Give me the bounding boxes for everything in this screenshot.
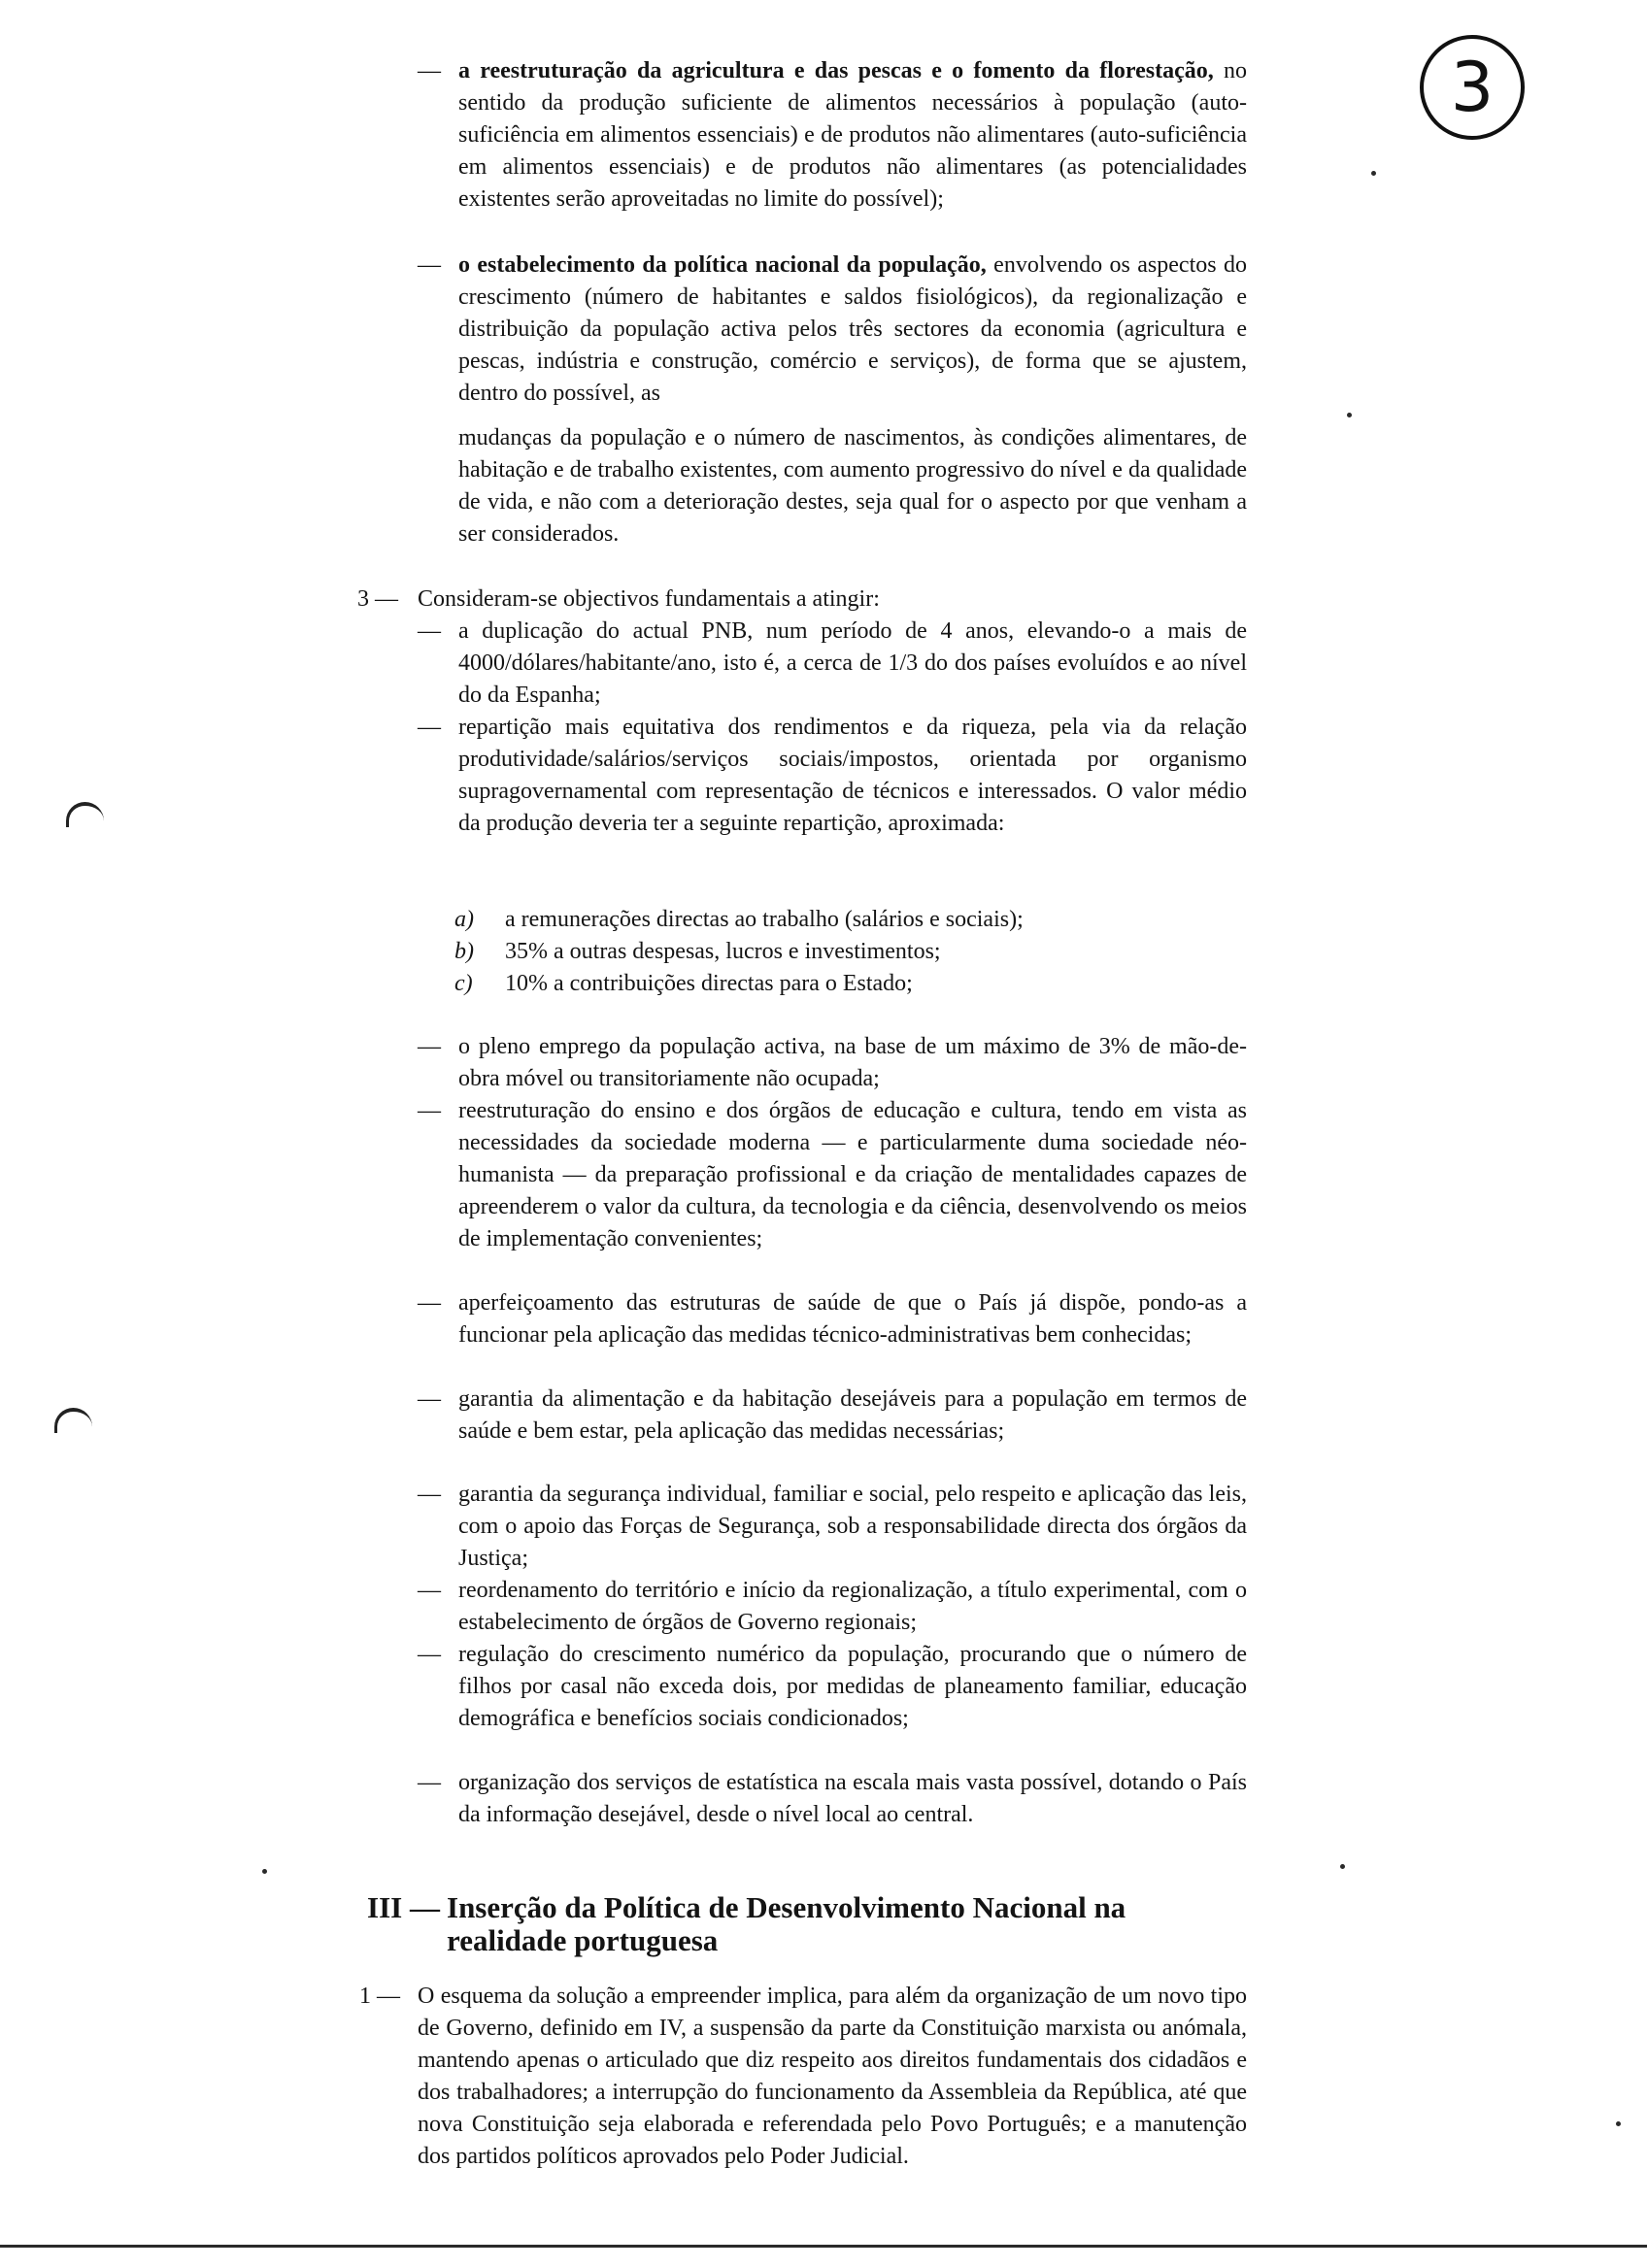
sub-item-b xyxy=(454,936,941,968)
dash-marker: — xyxy=(418,1482,441,1507)
section-heading-iii xyxy=(367,1891,1251,1957)
sub-item-a xyxy=(454,904,1024,936)
scan-mark xyxy=(66,802,104,827)
scan-speck xyxy=(262,1869,267,1874)
item-bold-lead: o estabelecimento da política nacional da população, xyxy=(458,252,987,278)
sub-item-letter: a) xyxy=(454,907,474,932)
objective-territory xyxy=(418,1575,1247,1639)
dash-marker: — xyxy=(418,1386,441,1412)
paragraph-text: O esquema da solução a empreender implica, para além da organização de um novo tipo de Governo, definido em IV, a suspensão da parte da Constituição marxista ou anómala, mantendo apenas o articulado que diz respeito aos direitos fundamentais dos cidadãos e dos trabalhadores; a interrupção do funcionamento da Assembleia da República, até que nova Constituição seja elaborada e referendada pelo Povo Português; e a manutenção dos partidos políticos aprovados pelo Poder Judicial. xyxy=(418,1984,1247,2169)
scan-speck xyxy=(1340,1864,1345,1869)
dash-marker: — xyxy=(418,618,441,644)
scan-speck xyxy=(1616,2121,1621,2126)
sub-item-letter: b) xyxy=(454,939,474,964)
item-text: garantia da segurança individual, familiar e social, pelo respeito e aplicação das leis, com o apoio das Forças de Segurança, sob a responsabilidade directa dos órgãos da Justiça; xyxy=(458,1482,1247,1571)
list-item-agriculture xyxy=(418,55,1247,216)
objective-pnb xyxy=(418,616,1247,712)
dash-marker: — xyxy=(418,1098,441,1123)
paragraph-1 xyxy=(359,1981,1247,2172)
objective-health xyxy=(418,1287,1247,1351)
objective-distribution xyxy=(418,712,1247,840)
objective-security xyxy=(418,1479,1247,1575)
section-number: 3 — xyxy=(357,586,398,612)
item-text: organização dos serviços de estatística na escala mais vasta possível, dotando o País da informação desejável, desde o nível local ao central. xyxy=(458,1770,1247,1827)
item-text: mudanças da população e o número de nascimentos, às condições alimentares, de habitação e de trabalho existentes, com aumento progressivo do nível e da qualidade de vida, e não com a deterioração destes, seja qual for o aspecto por que venham a ser considerados. xyxy=(458,425,1247,547)
page-number: 3 xyxy=(1420,35,1525,140)
dash-marker: — xyxy=(418,1578,441,1603)
item-text: aperfeiçoamento das estruturas de saúde de que o País já dispõe, pondo-as a funcionar pela aplicação das medidas técnico-administrativas bem conhecidas; xyxy=(458,1290,1247,1348)
item-text: repartição mais equitativa dos rendimentos e da riqueza, pela via da relação produtividade/salários/serviços sociais/impostos, orientada por organismo supragovernamental com representação de técnicos e interessados. O valor médio da produção deveria ter a seguinte repartição, aproximada: xyxy=(458,715,1247,836)
item-text: o pleno emprego da população activa, na base de um máximo de 3% de mão-de-obra móvel ou transitoriamente não ocupada; xyxy=(458,1034,1247,1091)
dash-marker: — xyxy=(418,715,441,740)
item-text: regulação do crescimento numérico da população, procurando que o número de filhos por casal não exceda dois, por medidas de planeamento familiar, educação demográfica e benefícios sociais condicionados; xyxy=(458,1642,1247,1731)
objective-statistics xyxy=(418,1767,1247,1831)
dash-marker: — xyxy=(418,1290,441,1316)
heading-number: III — xyxy=(367,1890,440,1924)
sub-item-c xyxy=(454,968,913,1000)
sub-item-text: 35% a outras despesas, lucros e investimentos; xyxy=(505,939,941,964)
objective-population-growth xyxy=(418,1639,1247,1735)
scan-speck xyxy=(1347,413,1352,417)
dash-marker: — xyxy=(418,58,441,83)
section-3-intro xyxy=(357,584,1247,616)
dash-marker: — xyxy=(418,1034,441,1059)
heading-title: Inserção da Política de Desenvolvimento Nacional na realidade portuguesa xyxy=(447,1890,1126,1957)
scan-mark xyxy=(54,1408,92,1433)
item-text: reordenamento do território e início da regionalização, a título experimental, com o estabelecimento de órgãos de Governo regionais; xyxy=(458,1578,1247,1635)
dash-marker: — xyxy=(418,1770,441,1795)
item-text: a duplicação do actual PNB, num período de 4 anos, elevando-o a mais de 4000/dólares/habitante/ano, isto é, a cerca de 1/3 do dos países evoluídos e ao nível do da Espanha; xyxy=(458,618,1247,708)
page-bottom-rule xyxy=(0,2245,1647,2248)
list-item-population-policy xyxy=(418,250,1247,410)
objective-education xyxy=(418,1095,1247,1255)
item-text: reestruturação do ensino e dos órgãos de educação e cultura, tendo em vista as necessidades da sociedade moderna — e particularmente duma sociedade néo-humanista — da preparação profissional e da criação de mentalidades capazes de apreenderem o valor da cultura, da tecnologia e da ciência, desenvolvendo os meios de implementação convenientes; xyxy=(458,1098,1247,1251)
dash-marker: — xyxy=(418,1642,441,1667)
list-item-continuation xyxy=(458,422,1247,550)
item-text: garantia da alimentação e da habitação desejáveis para a população em termos de saúde e bem estar, pela aplicação das medidas necessárias; xyxy=(458,1386,1247,1444)
scan-speck xyxy=(1371,171,1376,176)
sub-item-text: a remunerações directas ao trabalho (salários e sociais); xyxy=(505,907,1024,932)
objective-food-housing xyxy=(418,1384,1247,1448)
sub-item-letter: c) xyxy=(454,971,473,996)
item-bold-lead: a reestruturação da agricultura e das pescas e o fomento da florestação, xyxy=(458,58,1214,83)
dash-marker: — xyxy=(418,252,441,278)
section-text: Consideram-se objectivos fundamentais a atingir: xyxy=(418,586,880,612)
item-text: envolvendo os aspectos do crescimento (número de habitantes e saldos fisiológicos), da regionalização e distribuição da população activa pelos três sectores da economia (agricultura e pescas, indústria e construção, comércio e serviços), de forma que se ajustem, dentro do possível, as xyxy=(458,252,1247,406)
objective-employment xyxy=(418,1031,1247,1095)
paragraph-number: 1 — xyxy=(359,1984,400,2009)
sub-item-text: 10% a contribuições directas para o Estado; xyxy=(505,971,913,996)
item-text: no sentido da produção suficiente de alimentos necessários à população (auto-suficiência em alimentos essenciais) e de produtos não alimentares (auto-suficiência em alimentos essenciais) e de produtos não alimentares (as potencialidades existentes serão aproveitadas no limite do possível); xyxy=(458,58,1247,212)
